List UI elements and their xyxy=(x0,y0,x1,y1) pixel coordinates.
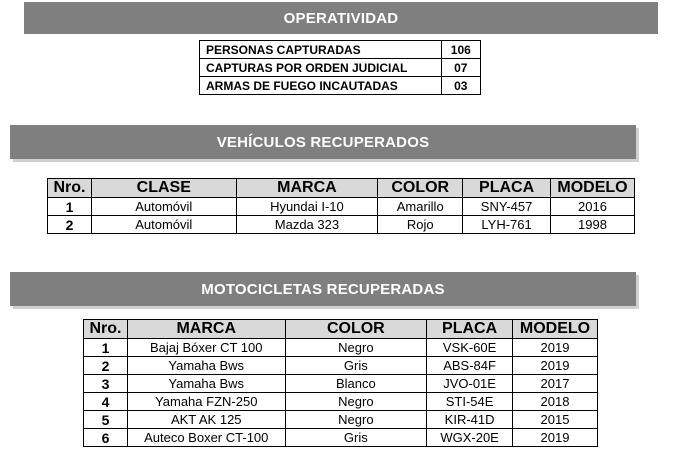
vehiculos-column-header: COLOR xyxy=(378,179,463,198)
motocicletas-cell: JVO-01E xyxy=(427,375,513,393)
motocicletas-cell: 2015 xyxy=(513,411,598,429)
motocicletas-cell: Auteco Boxer CT-100 xyxy=(127,429,285,447)
motocicletas-cell: STI-54E xyxy=(427,393,513,411)
vehiculos-column-header: CLASE xyxy=(91,179,236,198)
motocicletas-cell: Yamaha FZN-250 xyxy=(127,393,285,411)
motocicletas-row xyxy=(84,429,598,447)
motocicletas-row-number: 4 xyxy=(84,393,128,411)
operatividad-label: PERSONAS CAPTURADAS xyxy=(200,41,442,59)
motocicletas-cell: 2019 xyxy=(513,357,598,375)
motocicletas-cell: Blanco xyxy=(285,375,427,393)
operatividad-value: 106 xyxy=(441,41,480,59)
operatividad-value: 07 xyxy=(441,59,480,77)
motocicletas-column-header: PLACA xyxy=(427,320,513,339)
vehiculos-row-number: 2 xyxy=(48,216,92,234)
vehiculos-cell: 1998 xyxy=(551,216,635,234)
motocicletas-cell: Negro xyxy=(285,339,427,357)
motocicletas-cell: 2017 xyxy=(513,375,598,393)
motocicletas-column-header: Nro. xyxy=(84,320,128,339)
motocicletas-table xyxy=(83,319,598,447)
vehiculos-cell: Amarillo xyxy=(378,198,463,216)
vehiculos-row-number: 1 xyxy=(48,198,92,216)
vehiculos-cell: SNY-457 xyxy=(463,198,551,216)
vehiculos-cell: Automóvil xyxy=(91,216,236,234)
motocicletas-column-header: COLOR xyxy=(285,320,427,339)
vehiculos-header-row xyxy=(48,179,635,198)
motocicletas-cell: Yamaha Bws xyxy=(127,375,285,393)
vehiculos-column-header: PLACA xyxy=(463,179,551,198)
motocicletas-row-number: 5 xyxy=(84,411,128,429)
motocicletas-cell: 2018 xyxy=(513,393,598,411)
operatividad-row xyxy=(200,77,481,95)
vehiculos-row xyxy=(48,216,635,234)
motocicletas-row-number: 1 xyxy=(84,339,128,357)
vehiculos-banner: VEHÍCULOS RECUPERADOS xyxy=(10,125,636,159)
vehiculos-table xyxy=(47,178,635,234)
operatividad-row xyxy=(200,41,481,59)
vehiculos-cell: 2016 xyxy=(551,198,635,216)
operatividad-value: 03 xyxy=(441,77,480,95)
motocicletas-row-number: 3 xyxy=(84,375,128,393)
vehiculos-column-header: MODELO xyxy=(551,179,635,198)
vehiculos-column-header: MARCA xyxy=(236,179,378,198)
motocicletas-cell: Negro xyxy=(285,393,427,411)
motocicletas-banner: MOTOCICLETAS RECUPERADAS xyxy=(10,272,636,306)
operatividad-banner: OPERATIVIDAD xyxy=(24,2,658,34)
motocicletas-row xyxy=(84,375,598,393)
motocicletas-column-header: MODELO xyxy=(513,320,598,339)
motocicletas-column-header: MARCA xyxy=(127,320,285,339)
motocicletas-cell: Yamaha Bws xyxy=(127,357,285,375)
motocicletas-cell: Gris xyxy=(285,357,427,375)
motocicletas-cell: 2019 xyxy=(513,429,598,447)
motocicletas-row-number: 6 xyxy=(84,429,128,447)
motocicletas-row xyxy=(84,357,598,375)
vehiculos-column-header: Nro. xyxy=(48,179,92,198)
motocicletas-row xyxy=(84,393,598,411)
motocicletas-row xyxy=(84,339,598,357)
vehiculos-row xyxy=(48,198,635,216)
motocicletas-cell: Negro xyxy=(285,411,427,429)
operatividad-label: CAPTURAS POR ORDEN JUDICIAL xyxy=(200,59,442,77)
vehiculos-cell: Rojo xyxy=(378,216,463,234)
motocicletas-row xyxy=(84,411,598,429)
vehiculos-cell: Automóvil xyxy=(91,198,236,216)
motocicletas-cell: AKT AK 125 xyxy=(127,411,285,429)
motocicletas-cell: ABS-84F xyxy=(427,357,513,375)
vehiculos-cell: LYH-761 xyxy=(463,216,551,234)
motocicletas-cell: KIR-41D xyxy=(427,411,513,429)
vehiculos-cell: Mazda 323 xyxy=(236,216,378,234)
motocicletas-cell: VSK-60E xyxy=(427,339,513,357)
motocicletas-row-number: 2 xyxy=(84,357,128,375)
operatividad-label: ARMAS DE FUEGO INCAUTADAS xyxy=(200,77,442,95)
motocicletas-cell: Gris xyxy=(285,429,427,447)
motocicletas-cell: WGX-20E xyxy=(427,429,513,447)
operatividad-row xyxy=(200,59,481,77)
vehiculos-cell: Hyundai I-10 xyxy=(236,198,378,216)
operatividad-table xyxy=(199,40,481,95)
motocicletas-cell: Bajaj Bóxer CT 100 xyxy=(127,339,285,357)
motocicletas-cell: 2019 xyxy=(513,339,598,357)
motocicletas-header-row xyxy=(84,320,598,339)
